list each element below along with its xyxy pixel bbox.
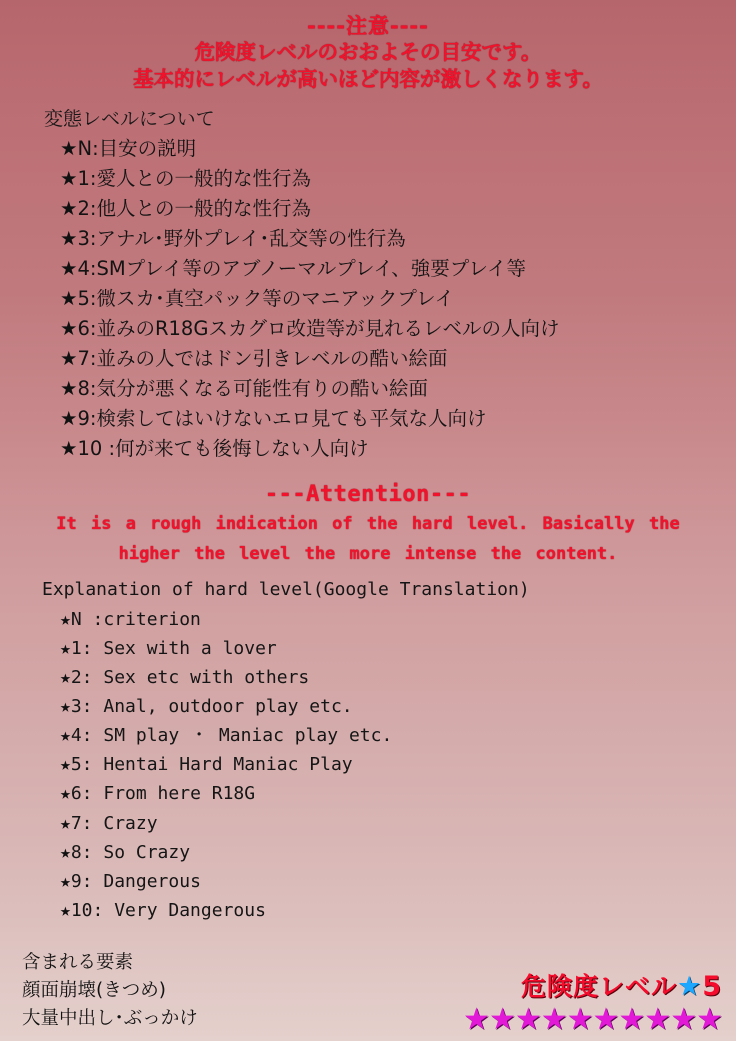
jp-list-item-label: 1 — [77, 166, 90, 190]
en-list-item-text: Dangerous — [92, 870, 201, 892]
jp-warning-line-2: 基本的にレベルが高いほど内容が激しくなります。 — [133, 67, 603, 92]
en-list-item — [42, 692, 736, 721]
en-list-item — [42, 721, 736, 750]
en-list-item — [42, 809, 736, 838]
en-list-item-text: Crazy — [92, 812, 158, 834]
en-list-item-label: 8: — [70, 841, 93, 863]
star-icon: ★ — [60, 437, 78, 460]
jp-list-item — [44, 404, 736, 434]
star-icon: ★ — [60, 754, 71, 776]
jp-list-item-label: 9 — [77, 406, 90, 430]
jp-warning-title: ----注意---- — [307, 14, 429, 38]
jp-list-item-label: 10 — [77, 437, 103, 460]
jp-list-item — [44, 134, 736, 164]
jp-list-item — [44, 434, 736, 464]
jp-list-item-label: 7 — [77, 346, 90, 370]
jp-list-item-text: :他人との一般的な性行為 — [89, 196, 311, 220]
en-list-item-text: Anal, outdoor play etc. — [92, 695, 353, 717]
star-icon: ★ — [60, 812, 71, 834]
danger-rating — [463, 967, 722, 1035]
star-icon: ★ — [60, 695, 71, 717]
footer — [0, 931, 736, 1041]
en-list-item-text: So Crazy — [92, 841, 191, 863]
en-list-item-text: Very Dangerous — [103, 900, 266, 922]
included-elements — [22, 949, 198, 1033]
jp-list-item — [44, 284, 736, 314]
en-list-item-text: SM play ・ Maniac play etc. — [92, 725, 393, 747]
en-list-item — [42, 634, 736, 663]
jp-list-item-label: N — [77, 136, 93, 160]
star-icon: ★ — [60, 783, 71, 805]
en-list-item-label: 3: — [70, 695, 93, 717]
jp-list-item-label: 2 — [77, 196, 90, 220]
jp-list-item-text: :目安の説明 — [92, 136, 197, 160]
jp-list-item — [44, 344, 736, 374]
en-list-item — [42, 867, 736, 896]
jp-level-list-heading: 変態レベルについて — [44, 108, 215, 131]
jp-list-item-label: 5 — [77, 286, 90, 310]
star-icon: ★ — [60, 166, 78, 190]
en-list-item-label: 10: — [70, 900, 104, 922]
danger-rating-label-row — [463, 967, 722, 1003]
star-icon: ★ — [60, 346, 78, 370]
en-list-item-text: :criterion — [81, 608, 201, 630]
jp-list-item — [44, 314, 736, 344]
jp-list-item — [44, 194, 736, 224]
jp-list-item-text: :SMプレイ等のアブノーマルプレイ、強要プレイ等 — [89, 256, 527, 280]
jp-list-item-text: :アナル･野外プレイ･乱交等の性行為 — [89, 226, 406, 250]
danger-rating-value: 5 — [702, 971, 722, 1002]
danger-rating-stars: ★★★★★★★★★★ — [463, 1002, 722, 1037]
en-list-item-text: Sex etc with others — [92, 666, 310, 688]
jp-list-item-label: 6 — [77, 316, 90, 340]
en-list-item — [42, 663, 736, 692]
en-warning-title: ---Attention--- — [264, 482, 472, 508]
jp-list-item-text: :検索してはいけないエロ見ても平気な人向け — [89, 406, 487, 430]
en-list-item-text: Hentai Hard Maniac Play — [92, 754, 353, 776]
star-icon: ★ — [60, 725, 71, 747]
jp-list-item-label: 4 — [77, 256, 90, 280]
en-list-item-label: 1: — [70, 637, 93, 659]
en-warning-header — [0, 482, 736, 568]
en-list-item-label: 2: — [70, 666, 93, 688]
included-element-item: 顔面崩壊(きつめ) — [22, 979, 166, 1001]
en-level-list-heading: Explanation of hard level(Google Translation) — [42, 578, 530, 600]
star-icon: ★ — [60, 637, 71, 659]
star-icon: ★ — [60, 316, 78, 340]
en-list-item-label: N — [70, 608, 82, 630]
jp-list-item — [44, 224, 736, 254]
included-elements-heading: 含まれる要素 — [22, 951, 134, 973]
en-list-item-label: 7: — [70, 812, 93, 834]
jp-list-item — [44, 164, 736, 194]
en-list-item — [42, 896, 736, 925]
en-list-item — [42, 838, 736, 867]
star-icon: ★ — [60, 376, 78, 400]
en-list-item — [42, 779, 736, 808]
en-list-item-label: 4: — [70, 725, 93, 747]
star-icon: ★ — [60, 136, 78, 160]
en-warning-line-2: higher the level the more intense the content. — [118, 544, 618, 565]
jp-list-item — [44, 254, 736, 284]
star-icon: ★ — [60, 666, 71, 688]
en-list-item — [42, 605, 736, 634]
star-icon: ★ — [60, 226, 78, 250]
jp-list-item-label: 3 — [77, 226, 90, 250]
en-list-item — [42, 750, 736, 779]
jp-list-item-text: :微スカ･真空パック等のマニアックプレイ — [89, 286, 455, 310]
jp-list-item-text: :何が来ても後悔しない人向け — [102, 437, 369, 460]
jp-list-item-label: 8 — [77, 376, 90, 400]
en-list-item-label: 9: — [70, 870, 93, 892]
jp-list-item-text: :気分が悪くなる可能性有りの酷い絵面 — [89, 376, 428, 400]
jp-list-item-text: :愛人との一般的な性行為 — [89, 166, 311, 190]
danger-rating-label: 危険度レベル — [520, 972, 677, 1001]
star-icon: ★ — [60, 870, 71, 892]
en-warning-line-1: It is a rough indication of the hard level. Basically the — [56, 514, 680, 535]
jp-warning-line-1: 危険度レベルのおおよその目安です。 — [194, 40, 542, 65]
star-icon: ★ — [60, 196, 78, 220]
star-icon: ★ — [60, 406, 78, 430]
en-list-item-text: From here R18G — [92, 783, 256, 805]
jp-list-item-text: :並みの人ではドン引きレベルの酷い絵面 — [89, 346, 448, 370]
jp-warning-header — [0, 0, 736, 93]
star-icon: ★ — [676, 971, 703, 1002]
en-level-list — [0, 576, 736, 926]
en-list-item-label: 6: — [70, 783, 93, 805]
star-icon: ★ — [60, 841, 71, 863]
jp-list-item — [44, 374, 736, 404]
star-icon: ★ — [60, 256, 78, 280]
star-icon: ★ — [60, 286, 78, 310]
star-icon: ★ — [60, 608, 71, 630]
jp-level-list — [0, 105, 736, 464]
en-list-item-text: Sex with a lover — [92, 637, 277, 659]
en-list-item-label: 5: — [70, 754, 93, 776]
included-element-item: 大量中出し･ぶっかけ — [22, 1007, 198, 1029]
jp-list-item-text: :並みのR18Gスカグロ改造等が見れるレベルの人向け — [89, 316, 560, 340]
star-icon: ★ — [60, 900, 71, 922]
